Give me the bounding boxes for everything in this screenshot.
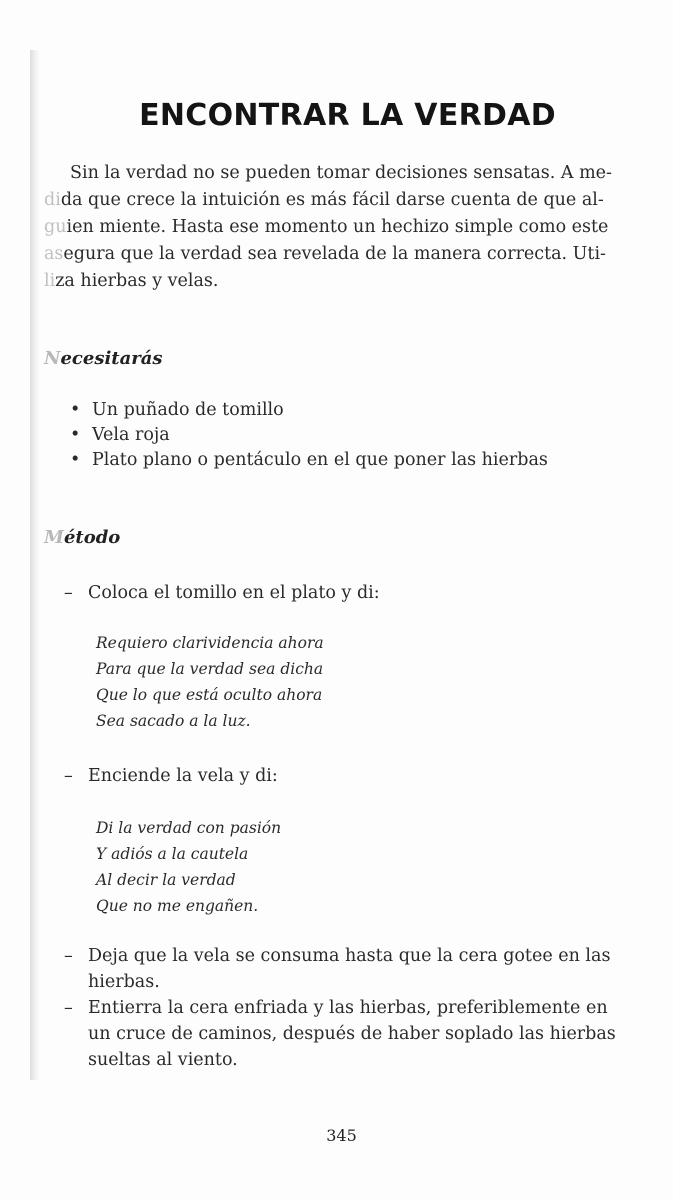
step-line: un cruce de caminos, después de haber soplado las hierbas: [88, 1024, 616, 1044]
spine-shadow: [30, 50, 40, 1080]
method-heading: Método: [44, 527, 121, 548]
intro-line: Sin la verdad no se pueden tomar decisiones sensatas. A me-: [70, 163, 612, 183]
step-line: Deja que la vela se consuma hasta que la cera gotee en las: [88, 946, 611, 966]
incantation-verse: [96, 630, 324, 734]
verse-line: Requiero clarividencia ahora: [96, 634, 324, 652]
verse-line: Para que la verdad sea dicha: [96, 660, 324, 678]
verse-line: Di la verdad con pasión: [96, 819, 282, 837]
step-dash: –: [64, 766, 73, 786]
intro-paragraph: [44, 160, 642, 295]
step-text: [64, 995, 640, 1073]
intro-line: asegura que la verdad sea revelada de la manera correcta. Uti-: [44, 244, 606, 264]
method-step: [64, 943, 640, 995]
method-step: [64, 763, 640, 789]
step-text: Coloca el tomillo en el plato y di:: [88, 583, 380, 603]
verse-line: Y adiós a la cautela: [96, 845, 249, 863]
step-dash: –: [64, 946, 73, 966]
intro-line: liza hierbas y velas.: [44, 271, 219, 291]
incantation-verse: [96, 815, 281, 919]
step-line: sueltas al viento.: [88, 1050, 238, 1070]
verse-line: Sea sacado a la luz.: [96, 712, 251, 730]
step-text: [64, 943, 640, 995]
method-step: [64, 995, 640, 1073]
verse-line: Al decir la verdad: [96, 871, 236, 889]
verse-line: Que lo que está oculto ahora: [96, 686, 323, 704]
ingredients-list: [70, 398, 548, 473]
step-text: Enciende la vela y di:: [88, 766, 278, 786]
page-title: ENCONTRAR LA VERDAD: [139, 98, 556, 133]
list-item: • Un puñado de tomillo: [70, 398, 548, 423]
step-line: Entierra la cera enfriada y las hierbas, preferiblemente en: [88, 998, 608, 1018]
method-step: [64, 580, 640, 606]
intro-line: guien miente. Hasta ese momento un hechizo simple como este: [44, 217, 609, 237]
intro-line: dida que crece la intuición es más fácil darse cuenta de que al-: [44, 190, 604, 210]
verse-line: Que no me engañen.: [96, 897, 259, 915]
step-dash: –: [64, 583, 73, 603]
step-line: hierbas.: [88, 972, 160, 992]
page-number: 345: [326, 1126, 357, 1145]
ingredients-heading: Necesitarás: [44, 348, 163, 369]
list-item: • Vela roja: [70, 423, 548, 448]
step-dash: –: [64, 998, 73, 1018]
list-item: • Plato plano o pentáculo en el que poner las hierbas: [70, 448, 548, 473]
